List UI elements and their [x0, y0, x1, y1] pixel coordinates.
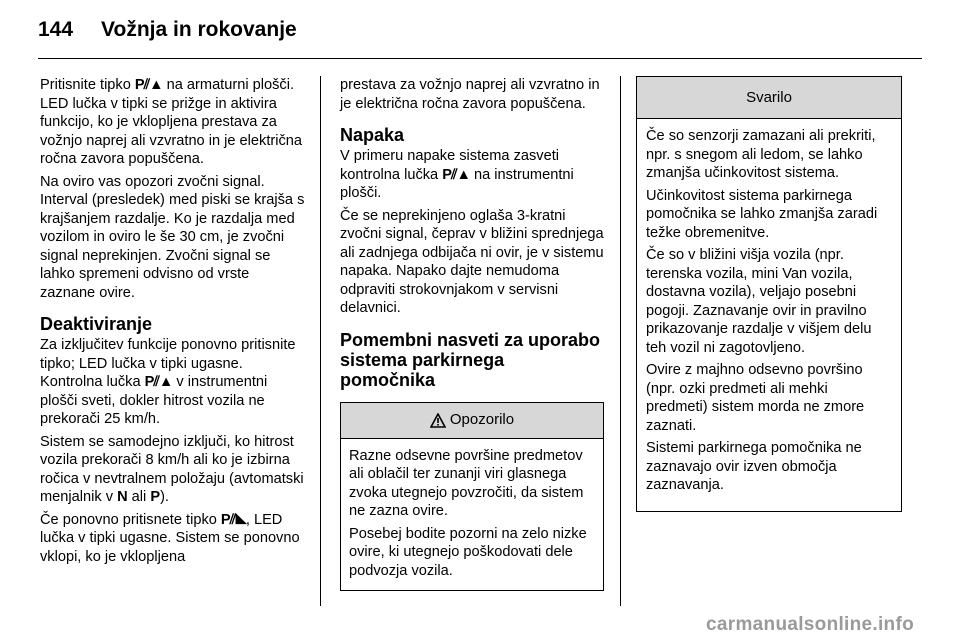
paragraph-signal: Na oviro vas opozori zvočni signal. Interval (presledek) med piski se krajša s krajšanjem razdalje. Ko je razdalja med vozilom in oviro le še 30 cm, je zvočni signal neprekinjen. Zvočni signal se lahko spremeni odvisno od vrste zaznane ovire.	[40, 173, 305, 301]
park-assist-icon: P⫽▲	[134, 77, 163, 93]
warning-header	[341, 403, 603, 439]
page-header	[38, 18, 297, 42]
warning-box	[340, 402, 604, 592]
text-column-1	[40, 76, 308, 570]
paragraph-continued: prestava za vožnjo naprej ali vzvratno in je električna ročna zavora popuščena.	[340, 77, 600, 112]
paragraph-auto-off: Sistem se samodejno izključi, ko hitrost vozila prekorači 8 km/h ali ko je izbirna ročica v nevtralnem položaju (avtomatski menjalnik v N ali P).	[40, 433, 304, 505]
page-number: 144	[38, 18, 74, 41]
caution-paragraph-5: Sistemi parkirnega pomočnika ne zaznavajo ovir izven območja zaznavanja.	[646, 440, 862, 493]
warning-body	[341, 439, 603, 591]
paragraph-deactivation: Za izključitev funkcije ponovno pritisnite tipko; LED lučka v tipki ugasne. Kontrolna lučka P⫽▲ v instrumentni plošči sveti, dokler hitrost vozila ne prekorači 25 km/h.	[40, 337, 296, 427]
park-assist-icon: P⫽▲	[442, 166, 470, 183]
caution-body	[637, 119, 901, 495]
warning-paragraph-1: Razne odsevne površine predmetov ali oblačil ter zunanji viri glasnega zvoka utegnejo povzročiti, da sistem ne zazna ovire.	[349, 447, 584, 519]
caution-box	[636, 76, 902, 512]
heading-deactivation: Deaktiviranje	[40, 314, 153, 334]
watermark: carmanualsonline.info	[706, 614, 914, 635]
paragraph-activation: Pritisnite tipko P⫽▲ na armaturni plošči. LED lučka v tipki se prižge in aktivira funkcijo, ko je vklopljena prestava za vožnjo naprej ali vzvratno in je električna ročna zavora popuščena.	[40, 77, 303, 167]
caution-title: Svarilo	[746, 89, 792, 106]
park-assist-icon: P⫽▲	[144, 374, 173, 390]
paragraph-repress: Če ponovno pritisnete tipko P⫽◣, LED lučka v tipki ugasne. Sistem se ponovno vklopi, ko je vklopljena	[40, 511, 300, 565]
column-divider-1	[320, 76, 321, 606]
paragraph-fault-light: V primeru napake sistema zasveti kontrolna lučka P⫽▲ na instrumentni plošči.	[340, 148, 574, 201]
paragraph-fault-signal: Če se neprekinjeno oglaša 3-kratni zvočni signal, čeprav v bližini sprednjega ali zadnjega odbijača ni ovir, je v sistemu napaka. Napako dajte nemudoma odpraviti strokovnjakom v servisni delavnici.	[340, 207, 604, 316]
caution-paragraph-3: Če so v bližini višja vozila (npr. terenska vozila, mini Van vozila, dostavna vozila), veljajo posebni pogoji. Zaznavanje ovir in pravilno prikazovanje razdalje v višjem delu teh vozil ni zagotovljeno.	[646, 247, 872, 356]
caution-header	[637, 77, 901, 119]
page-title: Vožnja in rokovanje	[101, 18, 297, 41]
text-column-2	[340, 76, 604, 591]
caution-paragraph-1: Če so senzorji zamazani ali prekriti, npr. s snegom ali ledom, se lahko zmanjša učinkovitost sistema.	[646, 128, 876, 181]
warning-paragraph-2: Posebej bodite pozorni na zelo nizke ovire, ki utegnejo poškodovati dele podvozja vozila.	[349, 525, 587, 579]
warning-triangle-icon	[430, 413, 446, 428]
column-divider-2	[620, 76, 621, 606]
header-rule	[38, 58, 922, 59]
caution-paragraph-4: Ovire z majhno odsevno površino (npr. ozki predmeti ali mehki predmeti) sistem morda ne zmore zaznati.	[646, 362, 865, 434]
warning-title: Opozorilo	[449, 410, 515, 428]
caution-paragraph-2: Učinkovitost sistema parkirnega pomočnika se lahko zmanjša zaradi težke obremenitve.	[646, 187, 878, 241]
heading-tips: Pomembni nasveti za uporabo sistema parkirnega pomočnika	[340, 329, 601, 390]
heading-fault: Napaka	[340, 125, 405, 145]
park-assist-off-icon: P⫽◣	[220, 511, 246, 528]
